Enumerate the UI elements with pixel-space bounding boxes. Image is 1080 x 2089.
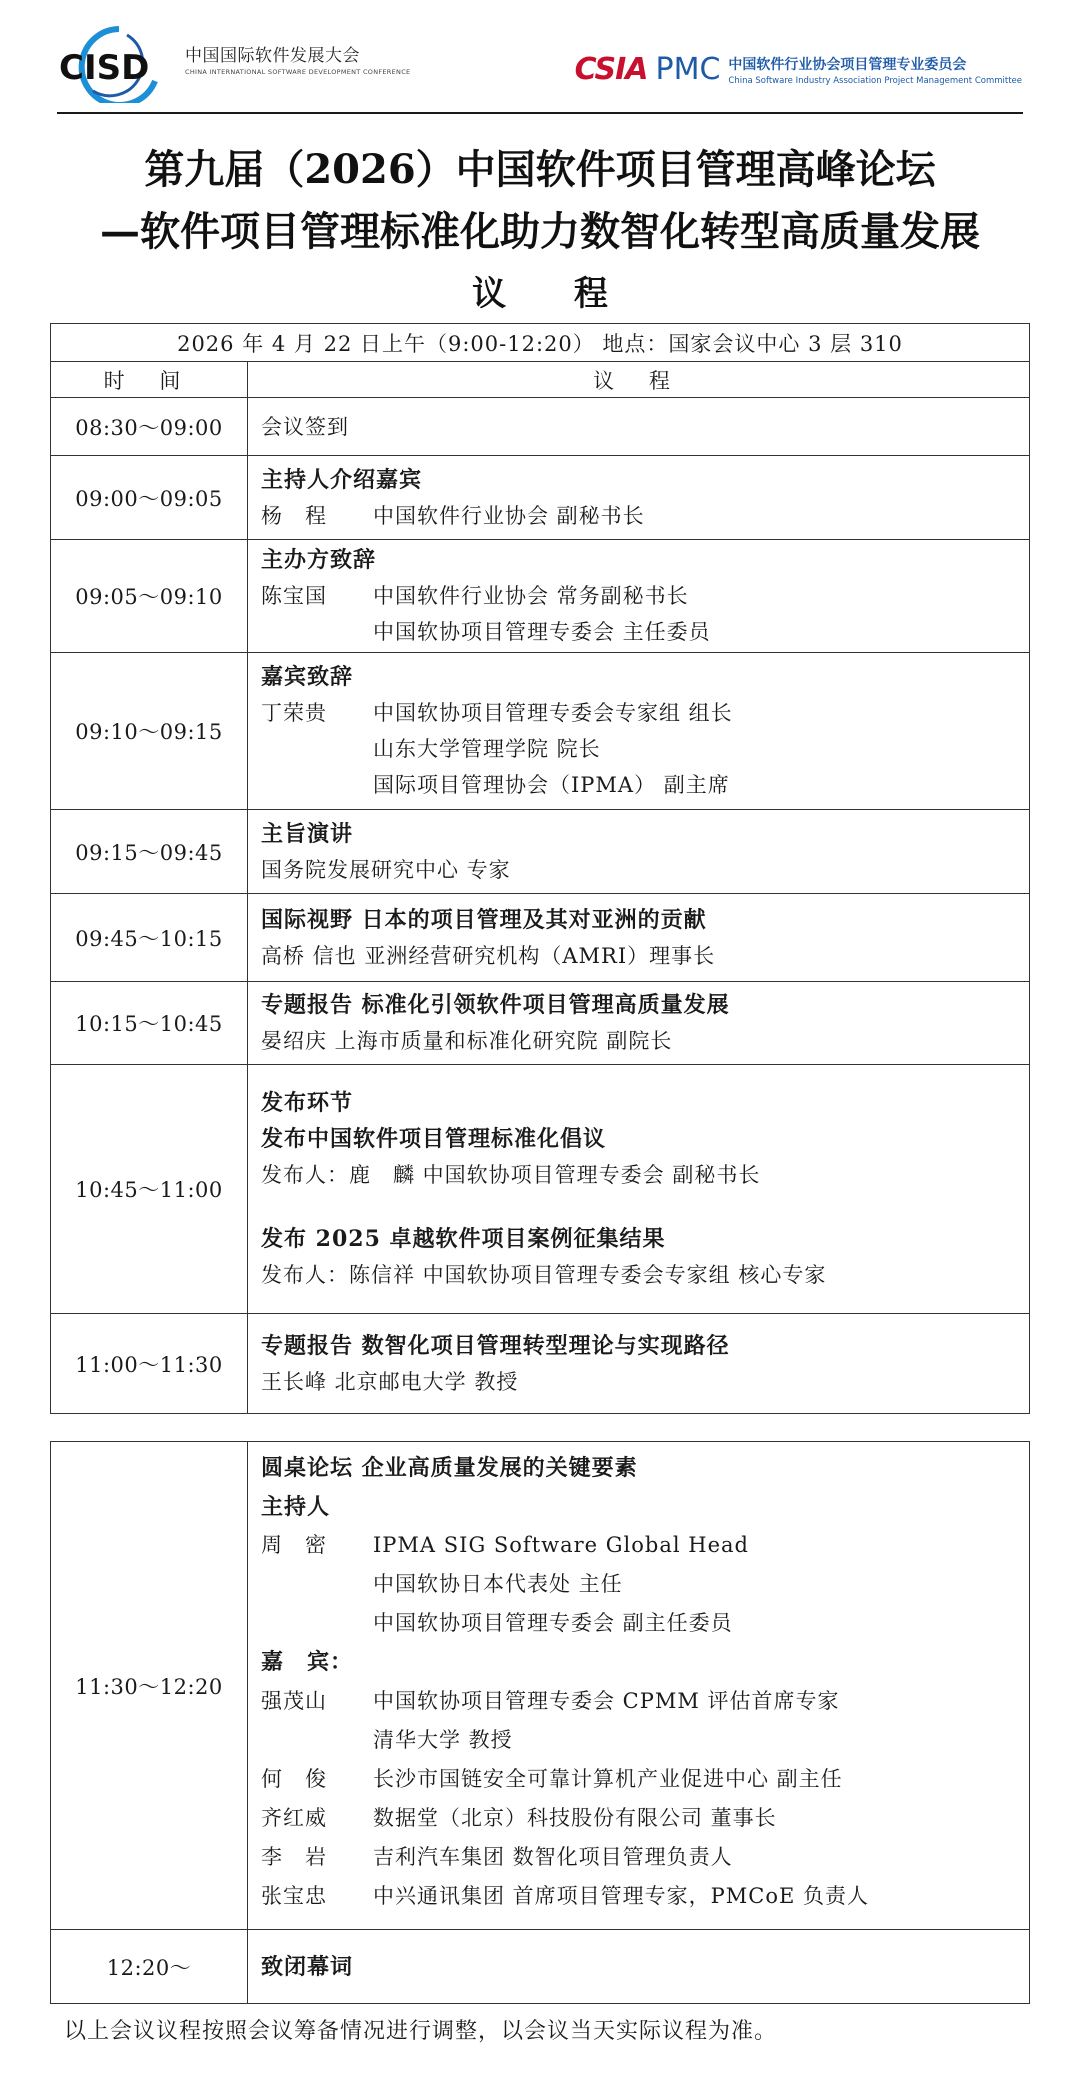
session-time: 11:30～12:20 (51, 1442, 248, 1930)
speaker-role: 晏绍庆 上海市质量和标准化研究院 副院长 (261, 1029, 673, 1053)
speaker-role: 发布人：陈信祥 中国软协项目管理专委会专家组 核心专家 (261, 1263, 827, 1287)
guest-role: 数据堂（北京）科技股份有限公司 董事长 (373, 1806, 777, 1830)
speaker-role: 中国软件行业协会 副秘书长 (373, 503, 645, 528)
session-title: 国际视野 日本的项目管理及其对亚洲的贡献 (261, 906, 707, 933)
guest-role: 吉利汽车集团 数智化项目管理负责人 (373, 1845, 733, 1869)
table-row (51, 1442, 1030, 1930)
csia-pmc-logo (575, 52, 1022, 87)
table-row (51, 653, 1030, 810)
session-time: 09:45～10:15 (51, 894, 248, 982)
session-title: 主办方致辞 (261, 547, 377, 573)
speaker-role: 山东大学管理学院 院长 (373, 737, 601, 761)
session-subtitle: 发布中国软件项目管理标准化倡议 (261, 1126, 607, 1152)
table-row (51, 1930, 1030, 2004)
session-title: 圆桌论坛 企业高质量发展的关键要素 (261, 1455, 638, 1481)
guest-name: 张宝忠 (261, 1884, 327, 1908)
csia-mark: CSIA (574, 52, 648, 87)
guest-name: 强茂山 (261, 1689, 327, 1713)
agenda-table-roundtable (50, 1441, 1030, 2004)
speaker-role: 中国软协项目管理专委会专家组 组长 (373, 701, 733, 725)
date-location: 2026 年 4 月 22 日上午（9:00-12:20） 地点：国家会议中心 3 层 310 (51, 324, 1030, 362)
table-row (51, 456, 1030, 540)
table-row (51, 1314, 1030, 1414)
speaker-role: 王长峰 北京邮电大学 教授 (261, 1369, 519, 1394)
table-row (51, 398, 1030, 456)
session-detail: 会议签到 (261, 414, 349, 439)
speaker-role: 国际项目管理协会（IPMA） 副主席 (373, 773, 730, 797)
speaker-name: 丁荣贵 (261, 701, 327, 725)
session-time: 10:45～11:00 (51, 1065, 248, 1314)
session-time: 09:10～09:15 (51, 653, 248, 810)
cisd-logo (57, 18, 410, 106)
host-name: 周 密 (261, 1533, 327, 1557)
svg-text:CISD: CISD (59, 48, 150, 88)
session-time: 08:30～09:00 (51, 398, 248, 456)
speaker-role: 高桥 信也 亚洲经营研究机构（AMRI）理事长 (261, 943, 716, 968)
cisd-name-en: CHINA INTERNATIONAL SOFTWARE DEVELOPMENT CONFERENCE (185, 67, 411, 76)
csia-name-cn: 中国软件行业协会项目管理专业委员会 (728, 56, 967, 73)
host-label: 主持人 (261, 1494, 331, 1520)
agenda-table-morning (50, 323, 1030, 1414)
session-title: 专题报告 标准化引领软件项目管理高质量发展 (261, 992, 730, 1018)
guest-role: 长沙市国链安全可靠计算机产业促进中心 副主任 (373, 1767, 843, 1791)
session-title: 主持人介绍嘉宾 (261, 466, 423, 493)
table-row (51, 540, 1030, 653)
table-info-row (51, 324, 1030, 362)
session-time: 11:00～11:30 (51, 1314, 248, 1414)
agenda-heading: 议 程 (472, 274, 636, 314)
csia-name-en: China Software Industry Association Project Management Committee (728, 75, 1022, 86)
guest-role: 清华大学 教授 (373, 1728, 513, 1752)
column-header-agenda: 议 程 (248, 362, 1030, 398)
table-header-row (51, 362, 1030, 398)
guest-role: 中国软协项目管理专委会 CPMM 评估首席专家 (373, 1689, 840, 1713)
guest-role: 中兴通讯集团 首席项目管理专家，PMCoE 负责人 (373, 1884, 870, 1908)
speaker-role: 发布人：鹿 麟 中国软协项目管理专委会 副秘书长 (261, 1163, 761, 1187)
header-divider (57, 112, 1023, 114)
session-title: 发布环节 (261, 1090, 354, 1116)
session-subtitle: 发布 2025 卓越软件项目案例征集结果 (261, 1226, 666, 1252)
session-title: 主旨演讲 (261, 820, 354, 847)
table-row (51, 810, 1030, 894)
guest-label: 嘉 宾： (261, 1649, 354, 1675)
speaker-role: 中国软件行业协会 常务副秘书长 (373, 584, 689, 608)
pmc-mark: PMC (655, 52, 721, 87)
session-time: 09:05～09:10 (51, 540, 248, 653)
cisd-name-cn: 中国国际软件发展大会 (185, 45, 360, 66)
speaker-role: 国务院发展研究中心 专家 (261, 857, 511, 882)
session-time: 12:20～ (51, 1930, 248, 2004)
host-role: 中国软协日本代表处 主任 (373, 1572, 623, 1596)
host-role: 中国软协项目管理专委会 副主任委员 (373, 1611, 733, 1635)
column-header-time: 时 间 (51, 362, 248, 398)
page-subtitle: —软件项目管理标准化助力数智化转型高质量发展 (100, 208, 980, 255)
footer-note: 以上会议议程按照会议筹备情况进行调整，以会议当天实际议程为准。 (64, 2019, 778, 2044)
session-title: 专题报告 数智化项目管理转型理论与实现路径 (261, 1332, 730, 1359)
guest-name: 李 岩 (261, 1845, 327, 1869)
session-title: 嘉宾致辞 (261, 664, 354, 690)
page-title: 第九届（2026）中国软件项目管理高峰论坛 (144, 146, 936, 193)
session-title: 致闭幕词 (261, 1953, 354, 1980)
guest-name: 齐红威 (261, 1806, 327, 1830)
table-row (51, 982, 1030, 1065)
session-time: 09:15～09:45 (51, 810, 248, 894)
table-row (51, 1065, 1030, 1314)
speaker-name: 陈宝国 (261, 584, 327, 608)
session-time: 09:00～09:05 (51, 456, 248, 540)
guest-name: 何 俊 (261, 1767, 327, 1791)
speaker-role: 中国软协项目管理专委会 主任委员 (373, 620, 711, 644)
table-row (51, 894, 1030, 982)
host-role: IPMA SIG Software Global Head (373, 1533, 749, 1557)
session-time: 10:15～10:45 (51, 982, 248, 1065)
speaker-name: 杨 程 (261, 503, 327, 528)
cisd-mark-icon (57, 21, 179, 103)
